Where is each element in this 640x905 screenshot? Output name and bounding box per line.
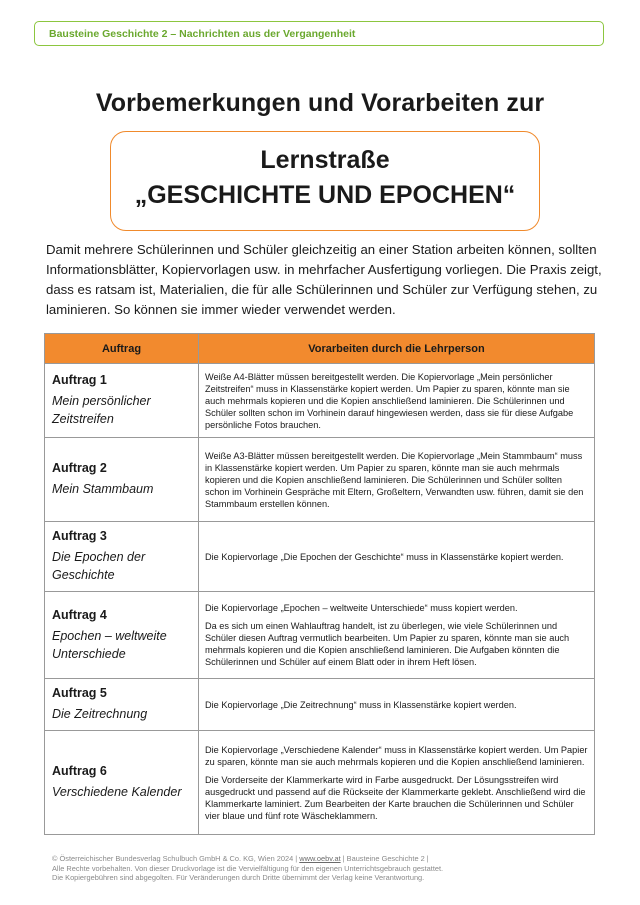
publisher-link[interactable]: www.oebv.at bbox=[299, 854, 341, 863]
preparation-text: Die Kopiervorlage „Die Zeitrechnung“ muss in Klassenstärke kopiert werden. bbox=[205, 699, 517, 710]
footer-series: | Bausteine Geschichte 2 | bbox=[340, 854, 429, 863]
preparation-text: Weiße A3-Blätter müssen bereitgestellt werden. Die Kopiervorlage „Mein Stammbaum“ muss in Klassenstärke kopiert werden. Um Papier zu sparen, könnte man sie auch mehrmals kopieren und die Kopien anschließend laminieren. Die Schülerinnen und Schüler sollten schon im Vorhinein Gespräche mit Eltern, Großeltern, Verwandten usw. führen, damit sie den Stammbaum erstellen können. bbox=[205, 450, 584, 509]
preparation-cell bbox=[199, 522, 595, 592]
preparation-text: Die Kopiervorlage „Verschiedene Kalender“ muss in Klassenstärke kopiert werden. Um Papier zu sparen, könnte man sie auch mehrmals kopieren und die Kopien anschließend laminieren. bbox=[205, 744, 588, 767]
intro-paragraph: Damit mehrere Schülerinnen und Schüler gleichzeitig an einer Station arbeiten können, sollten Informationsblätter, Kopiervorlagen usw. in mehrfacher Ausfertigung vorliegen. Die Praxis zeigt, dass es ratsam ist, Materialien, die für alle Schülerinnen und Schüler zur Verfügung stehen, zu laminieren. So können sie immer wieder verwendet werden. bbox=[46, 242, 602, 317]
task-subtitle: Die Epochen der Geschichte bbox=[52, 550, 146, 582]
task-subtitle: Die Zeitrechnung bbox=[52, 707, 148, 721]
task-title: Auftrag 6 bbox=[52, 764, 107, 778]
task-cell bbox=[45, 364, 199, 438]
table-header-row bbox=[45, 334, 595, 364]
table-row bbox=[45, 522, 595, 592]
task-cell bbox=[45, 731, 199, 835]
preparation-text: Die Kopiervorlage „Die Epochen der Geschichte“ muss in Klassenstärke kopiert werden. bbox=[205, 551, 564, 562]
table-row bbox=[45, 364, 595, 438]
title-box bbox=[110, 131, 540, 231]
header-vorarbeiten: Vorarbeiten durch die Lehrperson bbox=[199, 334, 595, 364]
title-box-line2: „GESCHICHTE UND EPOCHEN“ bbox=[134, 181, 516, 209]
task-title: Auftrag 5 bbox=[52, 686, 107, 700]
preparation-cell bbox=[199, 731, 595, 835]
copyright-footer bbox=[52, 854, 612, 883]
task-subtitle: Verschiedene Kalender bbox=[52, 785, 182, 799]
table-row bbox=[45, 679, 595, 731]
page-title: Vorbemerkungen und Vorarbeiten zur bbox=[95, 89, 545, 117]
footer-copyright: © Österreichischer Bundesverlag Schulbuch GmbH & Co. KG, Wien 2024 | bbox=[52, 854, 300, 863]
title-box-line1: Lernstraße bbox=[260, 146, 390, 174]
task-cell bbox=[45, 679, 199, 731]
preparation-text: Da es sich um einen Wahlauftrag handelt, ist zu überlegen, wie viele Schülerinnen und Schüler diesen Auftrag vermutlich bearbeiten. Um Papier zu sparen, könnte man sie auch mehrmals kopieren und die Kopien anschließend laminieren. Die Aufgaben könnten die Schülerinnen und Schüler auf einem Blatt oder in ihrem Heft lösen. bbox=[205, 621, 570, 667]
preparation-cell bbox=[199, 438, 595, 522]
task-subtitle: Mein persönlicher Zeitstreifen bbox=[52, 394, 151, 426]
task-subtitle: Epochen – weltweite Unterschiede bbox=[52, 628, 167, 661]
task-cell bbox=[45, 522, 199, 592]
table-row bbox=[45, 731, 595, 835]
table-row bbox=[45, 438, 595, 522]
footer-line-1 bbox=[52, 854, 612, 864]
table-row bbox=[45, 592, 595, 679]
task-cell bbox=[45, 592, 199, 679]
series-header bbox=[34, 21, 604, 46]
header-auftrag: Auftrag bbox=[45, 334, 199, 364]
task-title: Auftrag 3 bbox=[52, 529, 107, 543]
task-subtitle: Mein Stammbaum bbox=[52, 482, 154, 496]
task-title: Auftrag 1 bbox=[52, 373, 107, 387]
task-title: Auftrag 4 bbox=[52, 607, 107, 622]
series-header-text: Bausteine Geschichte 2 – Nachrichten aus der Vergangenheit bbox=[49, 27, 356, 40]
footer-line-2: Alle Rechte vorbehalten. Von dieser Druckvorlage ist die Vervielfältigung für den eigenen Unterrichtsgebrauch gestattet. bbox=[52, 863, 444, 873]
preparation-text: Weiße A4-Blätter müssen bereitgestellt werden. Die Kopiervorlage „Mein persönlicher Zeitstreifen“ muss in Klassenstärke kopiert werden. Um Papier zu sparen, könnte man sie auch mehrmals kopieren und die Kopien anschließend laminieren. Die Schülerinnen und Schüler sollten schon im Vorhinein darauf hingewiesen werden, dass sie für diese Aufgabe persönliche Fotos brauchen. bbox=[205, 371, 574, 430]
tasks-table bbox=[44, 333, 595, 835]
footer-line-3: Die Kopiergebühren sind abgegolten. Für Veränderungen durch Dritte übernimmt der Verlag keine Verantwortung. bbox=[52, 873, 425, 882]
preparation-text: Die Kopiervorlage „Epochen – weltweite Unterschiede“ muss kopiert werden. bbox=[205, 603, 518, 613]
task-title: Auftrag 2 bbox=[52, 461, 107, 475]
preparation-cell bbox=[199, 679, 595, 731]
preparation-cell bbox=[199, 364, 595, 438]
preparation-text: Die Vorderseite der Klammerkarte wird in Farbe ausgedruckt. Der Lösungsstreifen wird ausgedruckt und passend auf die Rückseite der Klammerkarte geklebt. Anschließend wird die Klammerkarte laminiert. Zum Bearbeiten der Karte brauchen die Schülerinnen und Schüler vier blaue und fünf rote Wäscheklammern. bbox=[205, 774, 586, 821]
task-cell bbox=[45, 438, 199, 522]
preparation-cell bbox=[199, 592, 595, 679]
